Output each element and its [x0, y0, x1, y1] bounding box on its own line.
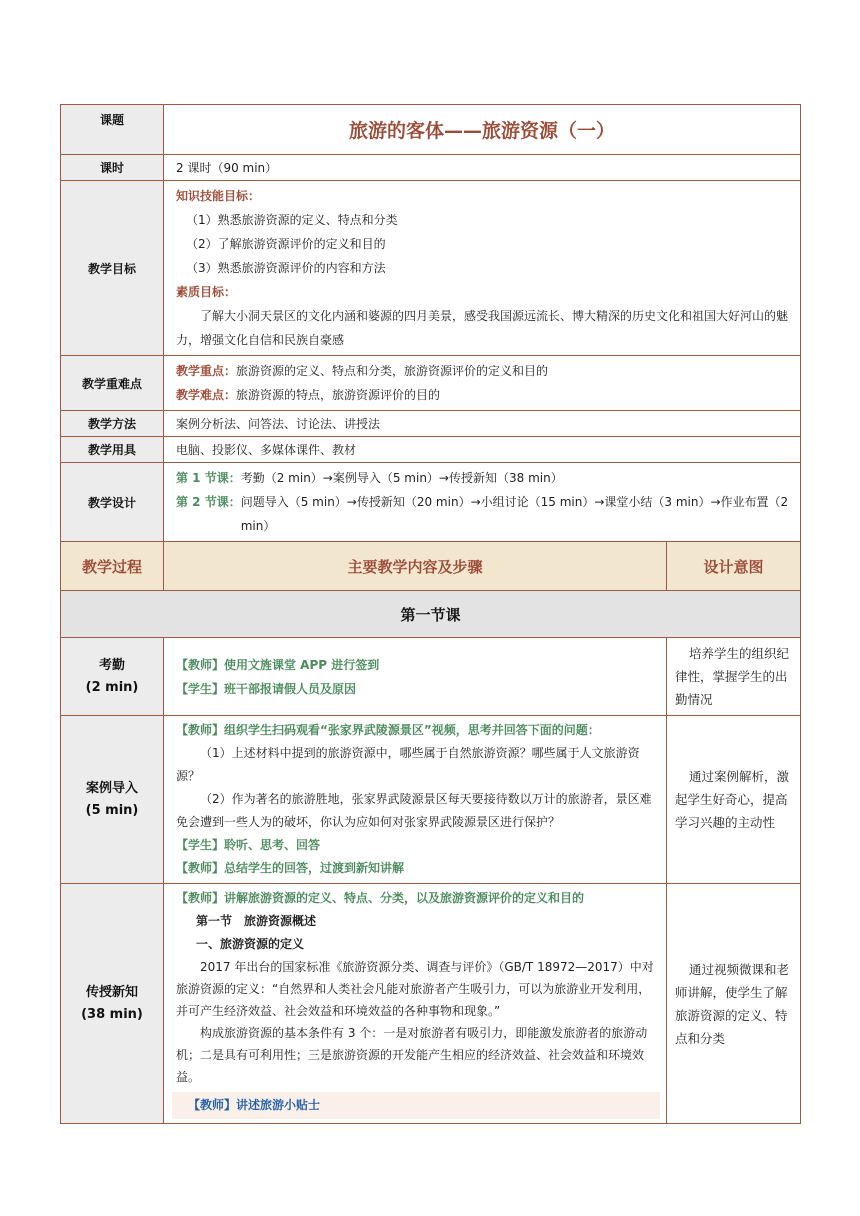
hours-value: 2 课时（90 min）: [164, 155, 801, 181]
teach-section-title: 第一节 旅游资源概述: [196, 914, 317, 928]
attendance-intent: 培养学生的组织纪律性，掌握学生的出勤情况: [667, 638, 801, 716]
methods-value: 案例分析法、问答法、讨论法、讲授法: [164, 411, 801, 437]
knowledge-title: 知识技能目标：: [176, 189, 261, 203]
attendance-content: [164, 638, 667, 716]
teach-intent: 通过视频微课和老师讲解，使学生了解旅游资源的定义、特点和分类: [667, 884, 801, 1124]
hours-row: [61, 155, 801, 181]
keypoints-content: [164, 356, 801, 411]
session2-text: 问题导入（5 min）→传授新知（20 min）→小组讨论（15 min）→课堂小结（3 min）→作业布置（2 min）: [240, 495, 789, 533]
attendance-label: [61, 638, 164, 716]
tip-label: 【教师】讲述旅游小贴士: [188, 1098, 321, 1112]
quality-text: 了解大小洞天景区的文化内涵和婆源的四月美景，感受我国源远流长、博大精深的历史文化和祖国大好河山的魅力，增强文化自信和民族自豪感: [176, 309, 789, 347]
topic-row: [61, 105, 801, 155]
case-intent: 通过案例解析，激起学生好奇心，提高学习兴趣的主动性: [667, 716, 801, 884]
teach-content: [164, 884, 667, 1124]
case-time: (5 min): [85, 802, 139, 818]
design-label: 教学设计: [61, 463, 164, 542]
case-question-1: （1）上述材料中提到的旅游资源中，哪些属于自然旅游资源？哪些属于人文旅游资源？: [176, 746, 640, 783]
attendance-time: (2 min): [85, 679, 139, 695]
section1-title: 第一节课: [61, 591, 801, 638]
quality-title: 素质目标：: [176, 285, 237, 299]
header-process: 教学过程: [61, 542, 164, 591]
attendance-row: [61, 638, 801, 716]
case-row: [61, 716, 801, 884]
attendance-teacher: 【教师】使用文旌课堂 APP 进行签到: [176, 657, 380, 672]
header-content: 主要教学内容及步骤: [164, 542, 667, 591]
case-question-2: （2）作为著名的旅游胜地，张家界武陵源景区每天要接待数以万计的旅游者，景区难免会遭到一些人为的破坏，你认为应如何对张家界武陵源景区进行保护？: [176, 792, 652, 829]
session2-title: 第 2 节课：: [176, 495, 241, 509]
teach-name: 传授新知: [85, 984, 138, 1000]
case-student: 【学生】聆听、思考、回答: [176, 838, 321, 852]
knowledge-item: （3）熟悉旅游资源评价的内容和方法: [186, 261, 386, 275]
case-teacher: 【教师】组织学生扫码观看“张家界武陵源景区”视频，思考并回答下面的问题：: [176, 723, 600, 737]
attendance-student: 【学生】班干部报请假人员及原因: [176, 681, 357, 696]
teach-time: (38 min): [81, 1006, 143, 1022]
keypoints-row: [61, 356, 801, 411]
difficult-text: 旅游资源的特点，旅游资源评价的目的: [236, 388, 441, 402]
key-text: 旅游资源的定义、特点和分类，旅游资源评价的定义和目的: [236, 364, 549, 378]
tools-value: 电脑、投影仪、多媒体课件、教材: [164, 437, 801, 463]
teach-row: [61, 884, 801, 1124]
keypoints-label: 教学重难点: [61, 356, 164, 411]
teach-teacher: 【教师】讲解旅游资源的定义、特点、分类，以及旅游资源评价的定义和目的: [176, 891, 585, 905]
key-title: 教学重点：: [176, 364, 237, 378]
header-intent: 设计意图: [667, 542, 801, 591]
case-teacher-summary: 【教师】总结学生的回答，过渡到新知讲解: [176, 861, 405, 875]
lesson-plan-sheet: [60, 104, 800, 1124]
teach-label: [61, 884, 164, 1124]
design-row: [61, 463, 801, 542]
case-content: [164, 716, 667, 884]
hours-label: 课时: [61, 155, 164, 181]
session1-text: 考勤（2 min）→案例导入（5 min）→传授新知（38 min）: [240, 471, 563, 485]
teach-sub-title: 一、旅游资源的定义: [196, 937, 305, 951]
session1-title: 第 1 节课：: [176, 471, 241, 485]
case-label: [61, 716, 164, 884]
methods-label: 教学方法: [61, 411, 164, 437]
attendance-name: 考勤: [98, 657, 125, 673]
section1-row: [61, 591, 801, 638]
teach-paragraph-2: 构成旅游资源的基本条件有 3 个：一是对旅游者有吸引力，即能激发旅游者的旅游动机；二是具有可利用性；三是旅游资源的开发能产生相应的经济效益、社会效益和环境效益。: [176, 1026, 648, 1084]
teach-paragraph-1: 2017 年出台的国家标准《旅游资源分类、调查与评价》（GB/T 18972—2017）中对旅游资源的定义：“自然界和人类社会凡能对旅游者产生吸引力，可以为旅游业开发利用，并可产生经济效益、社会效益和环境效益的各种事物和现象。”: [176, 960, 654, 1018]
objectives-row: [61, 181, 801, 356]
design-content: [164, 463, 801, 542]
tools-label: 教学用具: [61, 437, 164, 463]
lesson-plan-table: [60, 104, 801, 1124]
knowledge-item: （1）熟悉旅游资源的定义、特点和分类: [186, 213, 398, 227]
topic-label: 课题: [61, 105, 164, 155]
difficult-title: 教学难点：: [176, 388, 237, 402]
topic-title: 旅游的客体——旅游资源（一）: [164, 105, 801, 155]
methods-row: [61, 411, 801, 437]
tools-row: [61, 437, 801, 463]
process-header-row: [61, 542, 801, 591]
case-name: 案例导入: [85, 780, 138, 796]
tip-bar: [172, 1092, 660, 1119]
knowledge-item: （2）了解旅游资源评价的定义和目的: [186, 237, 386, 251]
objectives-label: 教学目标: [61, 181, 164, 356]
objectives-content: [164, 181, 801, 356]
